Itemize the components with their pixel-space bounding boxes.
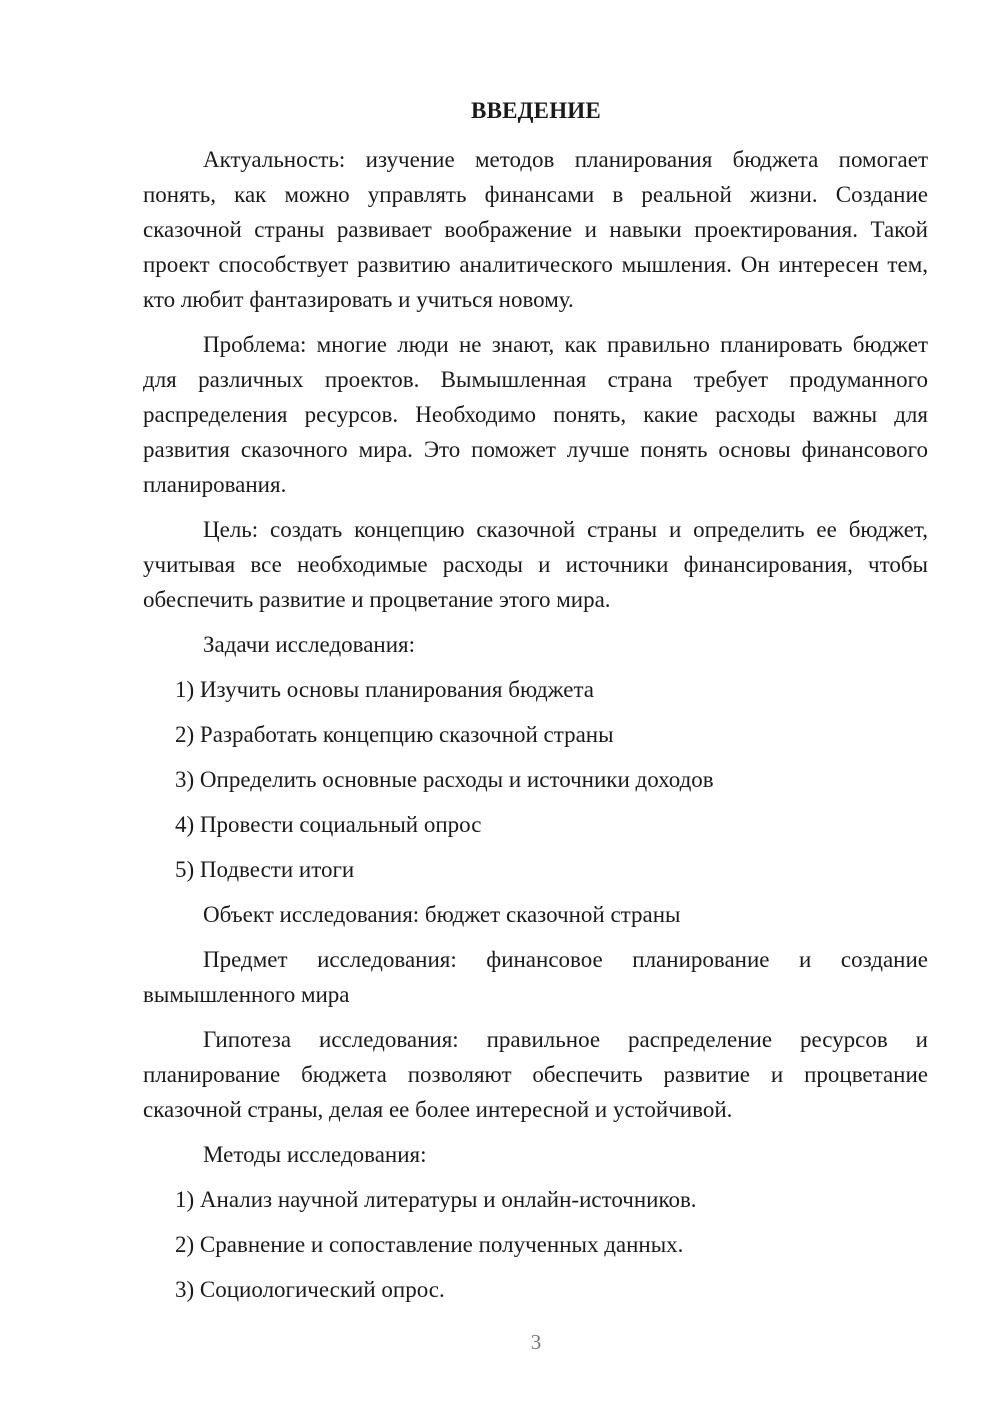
goal-paragraph: Цель: создать концепцию сказочной страны и определить ее бюджет, учитывая все необходимые расходы и источники финансирования, чтобы обеспечить развитие и процветание этого мира. <box>143 517 928 612</box>
relevance-paragraph: Актуальность: изучение методов планирования бюджета помогает понять, как можно управлять финансами в реальной жизни. Создание сказочной страны развивает воображение и навыки проектирования. Такой проект способствует развитию аналитического мышления. Он интересен тем, кто любит фантазировать и учиться новому. <box>143 147 928 312</box>
subject-paragraph: Предмет исследования: финансовое планирование и создание вымышленного мира <box>143 947 928 1007</box>
document-body <box>143 142 928 1317</box>
task-item: 4) Провести социальный опрос <box>175 812 482 837</box>
object-paragraph: Объект исследования: бюджет сказочной страны <box>203 902 681 927</box>
tasks-heading: Задачи исследования: <box>203 632 416 657</box>
problem-paragraph: Проблема: многие люди не знают, как правильно планировать бюджет для различных проектов. Вымышленная страна требует продуманного распределения ресурсов. Необходимо понять, какие расходы важны для развития сказочного мира. Это поможет лучше понять основы финансового планирования. <box>143 332 928 497</box>
method-item: 1) Анализ научной литературы и онлайн-источников. <box>175 1187 697 1212</box>
task-item: 1) Изучить основы планирования бюджета <box>175 677 595 702</box>
task-item: 5) Подвести итоги <box>175 857 355 882</box>
method-item: 2) Сравнение и сопоставление полученных данных. <box>175 1232 684 1257</box>
page-number: 3 <box>530 1330 542 1354</box>
methods-heading: Методы исследования: <box>203 1142 427 1167</box>
hypothesis-paragraph: Гипотеза исследования: правильное распределение ресурсов и планирование бюджета позволяют обеспечить развитие и процветание сказочной страны, делая ее более интересной и устойчивой. <box>143 1027 928 1122</box>
page-title: ВВЕДЕНИЕ <box>471 98 601 123</box>
task-item: 2) Разработать концепцию сказочной страны <box>175 722 614 747</box>
task-item: 3) Определить основные расходы и источники доходов <box>175 767 714 792</box>
method-item: 3) Социологический опрос. <box>175 1277 445 1302</box>
